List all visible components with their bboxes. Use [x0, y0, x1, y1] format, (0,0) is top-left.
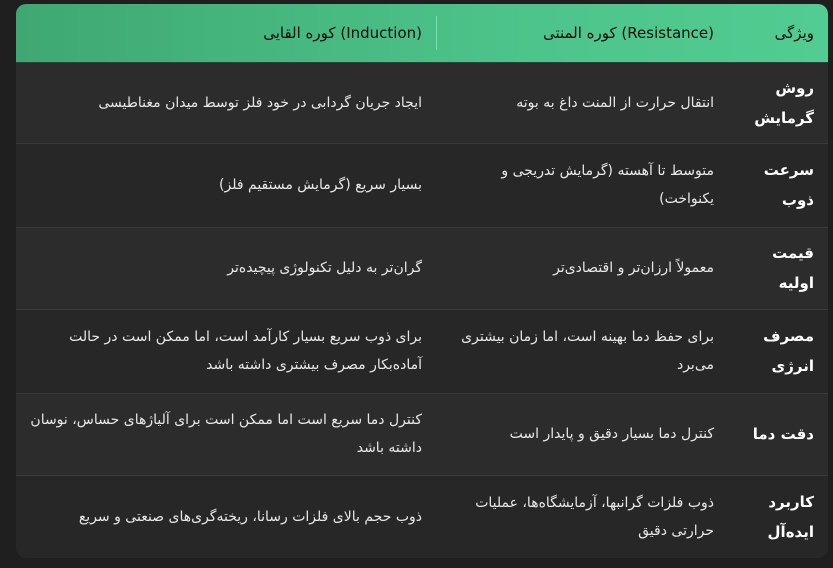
row-resistance: کنترل دما بسیار دقیق و پایدار است: [509, 426, 714, 442]
row-resistance: برای حفظ دما بهینه است، اما زمان بیشتری می‌برد: [461, 329, 714, 373]
table-row: [16, 62, 828, 143]
row-feature: مصرف انرژی: [763, 327, 814, 375]
row-feature: کاربرد ایده‌آل: [767, 492, 814, 541]
row-resistance: ذوب فلزات گرانبها، آزمایشگاه‌ها، عملیات حرارتی دقیق: [475, 494, 714, 539]
header-feature: ویژگی: [774, 23, 814, 42]
row-feature: قیمت اولیه: [772, 244, 814, 292]
row-induction: برای ذوب سریع بسیار کارآمد است، اما ممکن است در حالت آماده‌بکار مصرف بیشتری داشته باشد: [69, 329, 422, 373]
row-induction: گران‌تر به دلیل تکنولوژی پیچیده‌تر: [227, 260, 422, 276]
row-induction: ذوب حجم بالای فلزات رسانا، ریخته‌گری‌های صنعتی و سریع: [78, 508, 422, 525]
table-row: [16, 227, 828, 309]
row-resistance: متوسط تا آهسته (گرمایش تدریجی و یکنواخت): [501, 163, 714, 207]
row-induction: ایجاد جریان گردابی در خود فلز توسط میدان مغناطیسی: [98, 94, 422, 111]
row-induction: کنترل دما سریع است اما ممکن است برای آلیاژهای حساس، نوسان داشته باشد: [30, 412, 422, 456]
row-resistance: معمولاً ارزان‌تر و اقتصادی‌تر: [553, 260, 714, 276]
comparison-table-container: [16, 4, 828, 558]
row-feature: دقت دما: [752, 425, 814, 443]
table-row: [16, 475, 828, 558]
row-induction: بسیار سریع (گرمایش مستقیم فلز): [219, 177, 422, 193]
header-induction: (Induction) کوره القایی: [263, 23, 422, 42]
table-row: [16, 393, 828, 475]
table-row: [16, 143, 828, 227]
table-header-row: [16, 4, 828, 62]
table-row: [16, 309, 828, 393]
row-resistance: انتقال حرارت از المنت داغ به بوته: [516, 94, 714, 111]
header-resistance: (Resistance) کوره المنتی: [436, 4, 728, 62]
row-feature: سرعت ذوب: [763, 161, 814, 209]
row-feature: روش گرمایش: [754, 78, 814, 127]
comparison-table: [16, 4, 828, 558]
